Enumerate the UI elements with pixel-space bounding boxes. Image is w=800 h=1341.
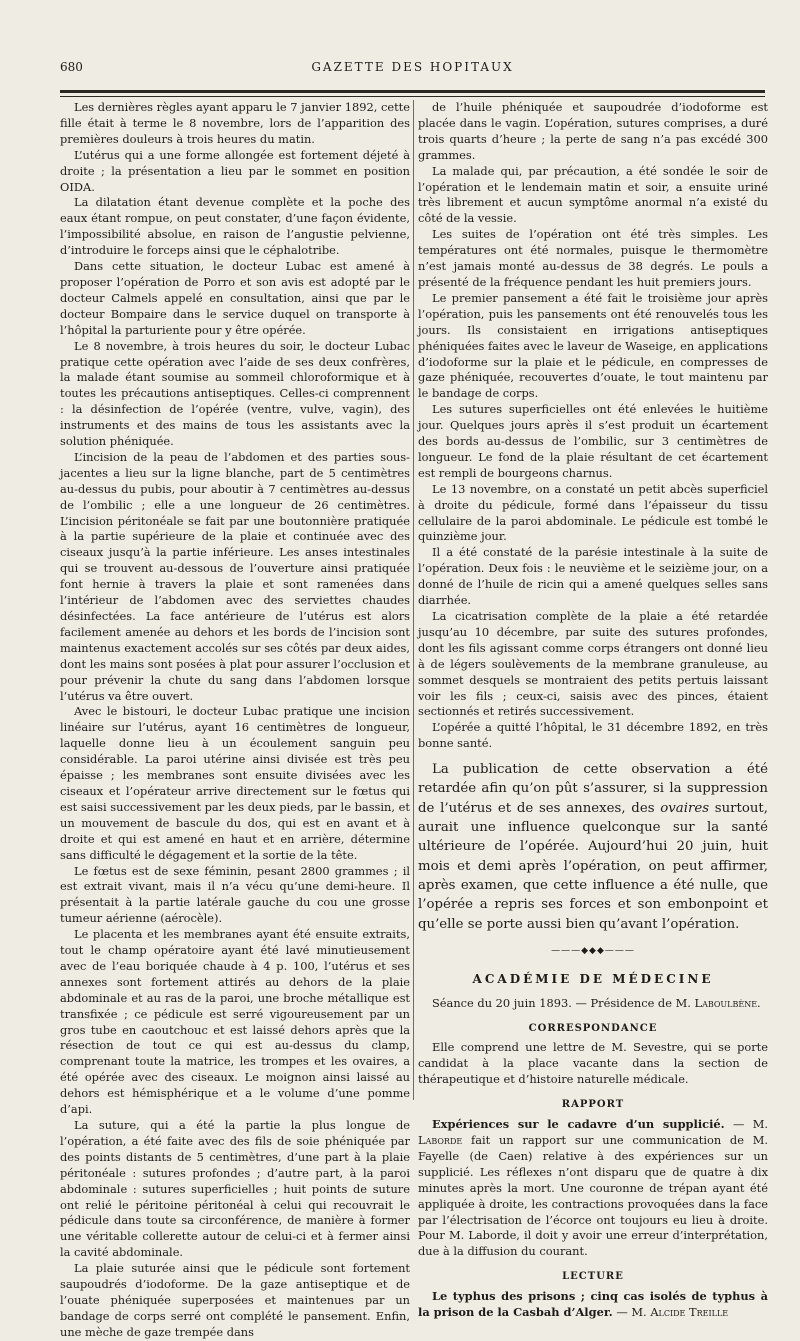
paragraph: La cicatrisation complète de la plaie a été retardée jusqu’au 10 décembre, par suite des sutures profondes, dont les fils agissant comme corps étrangers ont donné lieu à de légers soulèvements de la membrane granuleuse, au sommet desquels se montraient des petits pertuis laissant voir les fils ; ceux-ci, saisis avec des pinces, étaient sectionnés et retirés successivement.: [418, 609, 768, 719]
conclusion-text-end: surtout, aurait une influence quelconque sur la santé ultérieure de l’opérée. Aujourd’hui 20 juin, huit mois et demi après l’opération, on peut affirmer, après examen, que cette influence a été nulle, que l’opérée a repris ses forces et son embonpoint et qu’elle se porte aussi bien qu’avant l’opération.: [418, 800, 768, 932]
seance-line: [418, 996, 768, 1012]
conclusion-paragraph: [418, 760, 768, 934]
paragraph: La dilatation étant devenue complète et la poche des eaux étant rompue, on peut constater, d’une façon évidente, l’impossibilité absolue, en raison de l’angustie pelvienne, d’introduire le forceps ainsi que le céphalotribe.: [60, 195, 410, 258]
rapport-dash: — M.: [724, 1117, 769, 1132]
paragraph: L’incision de la peau de l’abdomen et des parties sous-jacentes a lieu sur la ligne blanche, part de 5 centimètres au-dessus du pubis, pour aboutir à 7 centimètres au-dessus de l’ombilic ; elle a une longueur de 26 centimètres. L’incision péritonéale se fait par une boutonnière pratiquée à la partie supérieure de la plaie et continuée avec des ciseaux jusqu’à la partie inférieure. Les anses intestinales qui se trouvent au-dessous de l’ouverture ainsi pratiquée font hernie à travers la plaie et sont ramenées dans l’intérieur de l’abdomen avec des serviettes chaudes désinfectées. La face antérieure de l’utérus est alors facilement amenée au dehors et les bords de l’incision sont maintenus exactement accolés sur ses côtés par deux aides, dont les mains sont posées à plat pour assurer l’occlusion et pour prévenir la chute du sang dans l’abdomen lorsque l’utérus va être ouvert.: [60, 449, 410, 703]
paragraph: Avec le bistouri, le docteur Lubac pratique une incision linéaire sur l’utérus, ayant 16 centimètres de longueur, laquelle donne lieu à un écoulement sanguin peu considérable. La paroi utérine ainsi divisée est très peu épaisse ; les membranes sont ensuite divisées avec les ciseaux et l’opérateur arrive directement sur le fœtus qui est saisi successivement par les deux pieds, par le bassin, et un mouvement de bascule du dos, qui est en avant et à droite et qui est amené en haut et en arrière, détermine sans difficulté le dégagement et la sortie de la tête.: [60, 704, 410, 862]
rapport-heading: RAPPORT: [561, 1099, 625, 1111]
paragraph: La suture, qui a été la partie la plus longue de l’opération, a été faite avec des fils de soie phéniquée par des points distants de 5 centimètres, d’une part à la plaie péritonéale : sutures profondes ; d’autre part, à la paroi abdominale : sutures superficielles ; huit points de suture ont relié le péritoine péritonéal à celui qui recouvrait le pédicule dans toute sa circonférence, de manière à former une véritable collerette autour de celui-ci et à fermer ainsi la cavité abdominale.: [60, 1118, 410, 1260]
paragraph: Le 13 novembre, on a constaté un petit abcès superficiel à droite du pédicule, formé dans l’épaisseur du tissu cellulaire de la paroi abdominale. Le pédicule est tombé le quinzième jour.: [418, 481, 768, 544]
paragraph: La malade qui, par précaution, a été sondée le soir de l’opération et le lendemain matin et soir, a ensuite uriné très librement et aucun symptôme anormal n’a existé du côté de la vessie.: [418, 163, 768, 226]
lecture-headline: Le typhus des prisons ; cinq cas isolés de typhus à la prison de la Casbah d’Alger.: [418, 1289, 768, 1320]
rapport-author: Laborde: [418, 1132, 463, 1147]
page-number: 680: [60, 60, 83, 74]
correspondance-heading: CORRESPONDANCE: [528, 1022, 658, 1034]
seance-period: .: [757, 995, 761, 1010]
paragraph: L’opérée a quitté l’hôpital, le 31 décembre 1892, en très bonne santé.: [418, 720, 768, 751]
conclusion-italic-word: ovaires: [660, 800, 710, 816]
rapport-text: fait un rapport sur une communication de M. Fayelle (de Caen) relative à des expériences sur un supplicié. Les réflexes n’ont disparu que de quatre à dix minutes après la mort. Une couronne de trépan ayant été appliquée à droite, les contractions provoquées dans la face par l’électrisation de l’écorce ont toujours eu lieu à droite. Pour M. Laborde, il doit y avoir une erreur d’interprétation, due à la diffusion du courant.: [418, 1132, 768, 1259]
header-rule-thick: [60, 90, 765, 93]
rapport-headline: Expériences sur le cadavre d’un supplicié.: [432, 1117, 725, 1132]
section-divider-ornament: ———◆◆◆———: [551, 945, 635, 956]
president-name: Laboulbène: [694, 995, 758, 1010]
seance-text: Séance du 20 juin 1893. — Présidence de M.: [432, 995, 695, 1010]
paragraph: Le placenta et les membranes ayant été ensuite extraits, tout le champ opératoire ayant été lavé minutieusement avec de l’eau boriquée chaude à 4 p. 100, l’utérus et ses annexes sont fortement attirés au dehors de la plaie abdominale et au ras de la paroi, une broche métallique est transfixée ; ce pédicule est serré vigoureusement par un gros tube en caoutchouc et est laissé dehors après que la résection de tout ce qui est au-dessus du clamp, comprenant toute la matrice, les trompes et les ovaires, a été opérée avec des ciseaux. Le moignon ainsi laissé au dehors est hémisphérique et a le volume d’une pomme d’api.: [60, 927, 410, 1117]
paragraph: Les dernières règles ayant apparu le 7 janvier 1892, cette fille était à terme le 8 novembre, lors de l’apparition des premières douleurs à trois heures du matin.: [60, 100, 410, 146]
rapport-paragraph: [418, 1117, 768, 1260]
paragraph: Il a été constaté de la parésie intestinale à la suite de l’opération. Deux fois : le neuvième et le seizième jour, on a donné de l’huile de ricin qui a amené quelques selles sans diarrhée.: [418, 545, 768, 608]
paragraph: La plaie suturée ainsi que le pédicule sont fortement saupoudrés d’iodoforme. De la gaze antiseptique et de l’ouate phéniquée superposées et maintenues par un bandage de corps serré ont complété le pansement. Enfin, une mèche de gaze trempée dans: [60, 1261, 410, 1339]
paragraph: Les sutures superficielles ont été enlevées le huitième jour. Quelques jours après il s’est produit un écartement des bords au-dessus de l’ombilic, sur 3 centimètres de longueur. Le fond de la plaie résultant de cet écartement est rempli de bourgeons charnus.: [418, 402, 768, 480]
column-divider: [413, 100, 414, 1100]
paragraph: Le fœtus est de sexe féminin, pesant 2800 grammes ; il est extrait vivant, mais il n’a vécu qu’une demi-heure. Il présentait à la partie latérale gauche du cou une grosse tumeur aérienne (aérocèle).: [60, 863, 410, 926]
academy-section-title: ACADÉMIE DE MÉDECINE: [472, 971, 714, 986]
paragraph: L’utérus qui a une forme allongée est fortement déjeté à droite ; la présentation a lieu par le sommet en position OIDA.: [60, 147, 410, 194]
right-column: [418, 100, 768, 1321]
paragraph: de l’huile phéniquée et saupoudrée d’iodoforme est placée dans le vagin. L’opération, sutures comprises, a duré trois quarts d’heure ; la perte de sang n’a pas excédé 300 grammes.: [418, 100, 768, 162]
paragraph: Le premier pansement a été fait le troisième jour après l’opération, puis les pansements ont été renouvelés tous les jours. Ils consistaient en irrigations antiseptiques phéniquées faites avec le laveur de Waseige, en applications d’iodoforme sur la plaie et le pédicule, en compresses de gaze phéniquée, recouvertes d’ouate, le tout maintenu par le bandage de corps.: [418, 290, 768, 401]
paragraph: Les suites de l’opération ont été très simples. Les températures ont été normales, puisque le thermomètre n’est jamais monté au-dessus de 38 degrés. Le pouls a présenté de la fréquence pendant les huit premiers jours.: [418, 227, 768, 289]
lecture-author: Alcide Treille: [650, 1305, 729, 1320]
lecture-dash: — M.: [612, 1305, 651, 1320]
page-header: [60, 60, 765, 82]
conclusion-text-start: La publication de cette observation a été retardée afin qu’on pût s’assurer, si la suppression de l’utérus et de ses annexes, des: [418, 762, 768, 816]
lecture-paragraph: [418, 1289, 768, 1321]
correspondance-paragraph: Elle comprend une lettre de M. Sevestre, qui se porte candidat à la place vacante dans la section de thérapeutique et d’histoire naturelle médicale.: [418, 1040, 768, 1087]
left-column: [60, 100, 410, 1341]
paragraph: Dans cette situation, le docteur Lubac est amené à proposer l’opération de Porro et son avis est adopté par le docteur Calmels appelé en consultation, ainsi que par le docteur Bompaire dans le service duquel on transporte à l’hôpital la parturiente pour y être opérée.: [60, 259, 410, 337]
header-rule-thin: [60, 96, 765, 97]
paragraph: Le 8 novembre, à trois heures du soir, le docteur Lubac pratique cette opération avec l’aide de ses deux confrères, la malade étant soumise au sommeil chloroformique et à toutes les précautions antiseptiques. Celles-ci comprennent : la désinfection de l’opérée (ventre, vulve, vagin), des instruments et des mains de tous les assistants avec la solution phéniquée.: [60, 338, 410, 449]
lecture-heading: LECTURE: [562, 1271, 624, 1283]
running-title: GAZETTE DES HOPITAUX: [311, 60, 514, 74]
